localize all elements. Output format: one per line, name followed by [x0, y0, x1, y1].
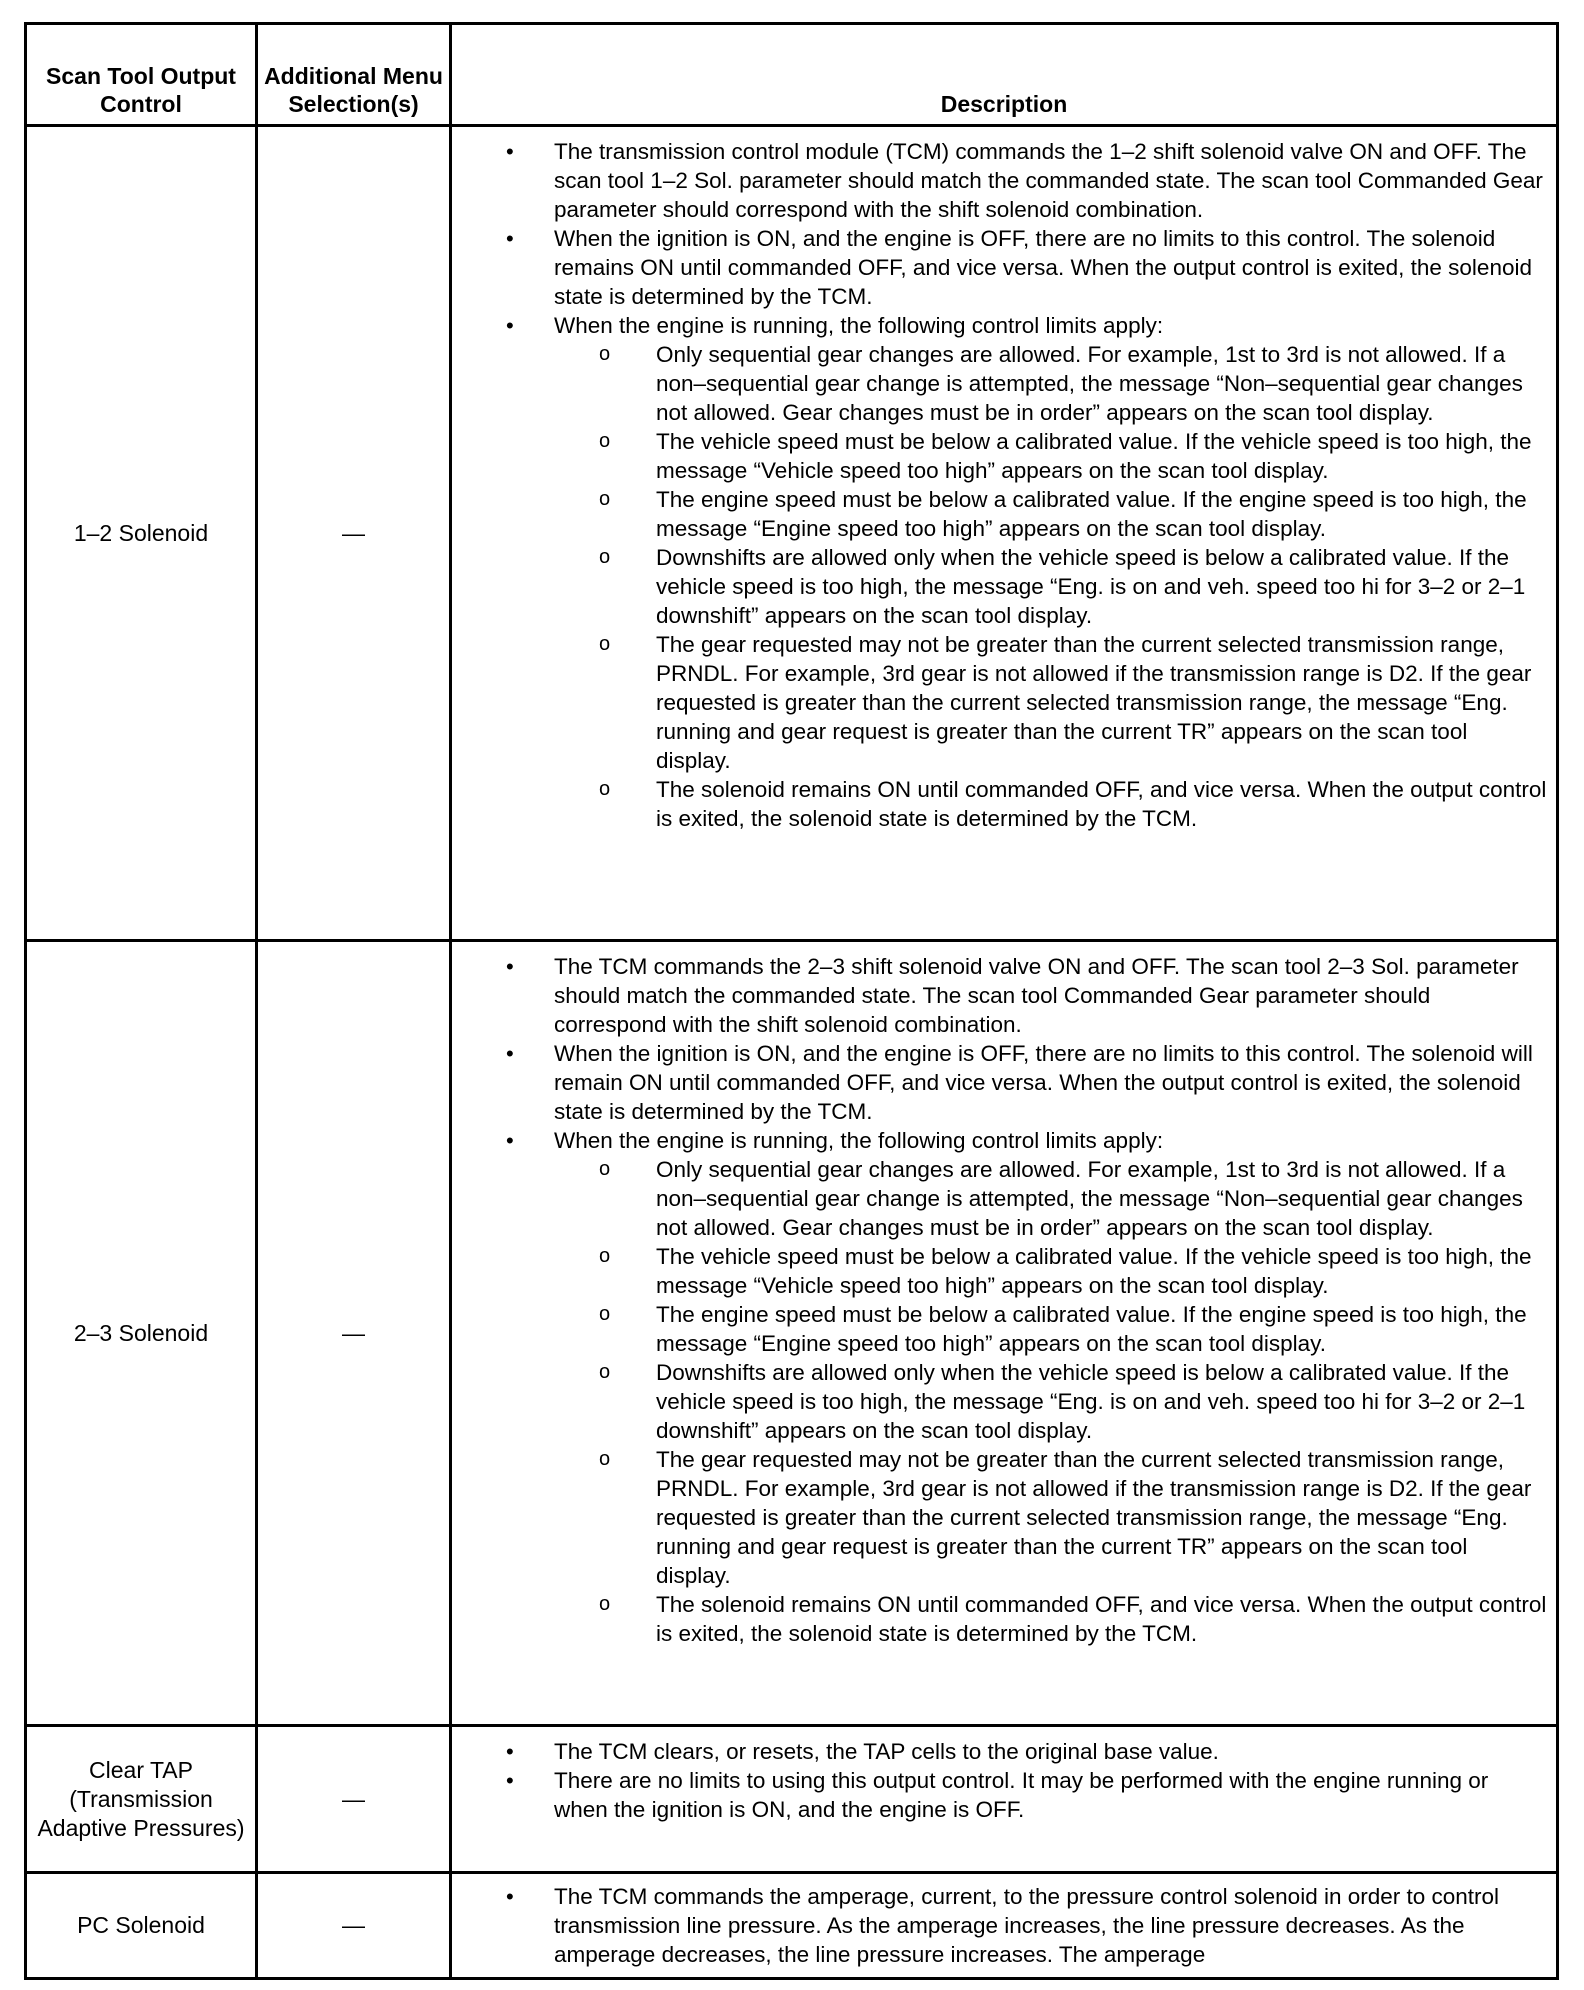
sub-bullet-item: o Downshifts are allowed only when the vehicle speed is below a calibrated value. If the vehicle speed is too high, the message “Eng. is on and veh. speed too hi for 3–2 or 2–1 downshift” appears on the scan tool display.	[453, 543, 1548, 630]
control-name: Clear TAP (Transmission Adaptive Pressures)	[26, 1726, 257, 1873]
bullet-item: • The TCM clears, or resets, the TAP cells to the original base value.	[452, 1737, 1548, 1766]
sub-bullet-item: o The vehicle speed must be below a calibrated value. If the vehicle speed is too high, the message “Vehicle speed too high” appears on the scan tool display.	[453, 427, 1548, 485]
bullet-item: • When the ignition is ON, and the engine is OFF, there are no limits to this control. The solenoid remains ON until commanded OFF, and vice versa. When the output control is exited, the solenoid state is determined by the TCM.	[452, 224, 1548, 311]
header-description: Description	[451, 24, 1558, 126]
bullet-text: When the engine is running, the following control limits apply:	[554, 313, 1164, 338]
bullet-list	[452, 1737, 1548, 1824]
sub-bullet-item: o Only sequential gear changes are allowed. For example, 1st to 3rd is not allowed. If a non–sequential gear change is attempted, the message “Non–sequential gear changes not allowed. Gear changes must be in order” appears on the scan tool display.	[453, 1155, 1548, 1242]
table-row	[26, 1873, 1558, 1979]
bullet-list	[452, 137, 1548, 833]
sub-bullet-item: o The gear requested may not be greater than the current selected transmission range, PRNDL. For example, 3rd gear is not allowed if the transmission range is D2. If the gear requested is greater than the current selected transmission range, the message “Eng. running and gear request is greater than the current TR” appears on the scan tool display.	[453, 1445, 1548, 1590]
description-cell	[451, 126, 1558, 941]
bullet-item: • The transmission control module (TCM) commands the 1–2 shift solenoid valve ON and OFF. The scan tool 1–2 Sol. parameter should match the commanded state. The scan tool Commanded Gear parameter should correspond with the shift solenoid combination.	[452, 137, 1548, 224]
sub-bullet-item: o The engine speed must be below a calibrated value. If the engine speed is too high, the message “Engine speed too high” appears on the scan tool display.	[453, 485, 1548, 543]
sub-bullet-item: o The solenoid remains ON until commanded OFF, and vice versa. When the output control is exited, the solenoid state is determined by the TCM.	[453, 1590, 1548, 1648]
table-header-row	[26, 24, 1558, 126]
menu-selection: —	[257, 126, 451, 941]
sub-bullet-list	[554, 1155, 1548, 1648]
control-name: 1–2 Solenoid	[26, 126, 257, 941]
description-cell	[451, 1726, 1558, 1873]
sub-bullet-item: o Only sequential gear changes are allowed. For example, 1st to 3rd is not allowed. If a non–sequential gear change is attempted, the message “Non–sequential gear changes not allowed. Gear changes must be in order” appears on the scan tool display.	[453, 340, 1548, 427]
bullet-list	[452, 1882, 1548, 1969]
bullet-text: When the engine is running, the following control limits apply:	[554, 1128, 1164, 1153]
header-additional-menu-selections: Additional Menu Selection(s)	[257, 24, 451, 126]
bullet-item: • The TCM commands the 2–3 shift solenoid valve ON and OFF. The scan tool 2–3 Sol. parameter should match the commanded state. The scan tool Commanded Gear parameter should correspond with the shift solenoid combination.	[452, 952, 1548, 1039]
sub-bullet-list	[554, 340, 1548, 833]
sub-bullet-item: o The solenoid remains ON until commanded OFF, and vice versa. When the output control is exited, the solenoid state is determined by the TCM.	[453, 775, 1548, 833]
menu-selection: —	[257, 1873, 451, 1979]
bullet-item: • The TCM commands the amperage, current, to the pressure control solenoid in order to control transmission line pressure. As the amperage increases, the line pressure decreases. As the amperage decreases, the line pressure increases. The amperage	[452, 1882, 1548, 1969]
sub-bullet-item: o Downshifts are allowed only when the vehicle speed is below a calibrated value. If the vehicle speed is too high, the message “Eng. is on and veh. speed too hi for 3–2 or 2–1 downshift” appears on the scan tool display.	[453, 1358, 1548, 1445]
description-cell	[451, 941, 1558, 1726]
control-name: 2–3 Solenoid	[26, 941, 257, 1726]
table-row	[26, 126, 1558, 941]
control-name: PC Solenoid	[26, 1873, 257, 1979]
sub-bullet-item: o The vehicle speed must be below a calibrated value. If the vehicle speed is too high, the message “Vehicle speed too high” appears on the scan tool display.	[453, 1242, 1548, 1300]
bullet-item	[452, 311, 1548, 833]
bullet-item: • When the ignition is ON, and the engine is OFF, there are no limits to this control. The solenoid will remain ON until commanded OFF, and vice versa. When the output control is exited, the solenoid state is determined by the TCM.	[452, 1039, 1548, 1126]
bullet-list	[452, 952, 1548, 1648]
bullet-item	[452, 1126, 1548, 1648]
table-row	[26, 1726, 1558, 1873]
menu-selection: —	[257, 941, 451, 1726]
bullet-item: • There are no limits to using this output control. It may be performed with the engine running or when the ignition is ON, and the engine is OFF.	[452, 1766, 1548, 1824]
menu-selection: —	[257, 1726, 451, 1873]
header-scan-tool-output-control: Scan Tool Output Control	[26, 24, 257, 126]
description-cell	[451, 1873, 1558, 1979]
sub-bullet-item: o The engine speed must be below a calibrated value. If the engine speed is too high, the message “Engine speed too high” appears on the scan tool display.	[453, 1300, 1548, 1358]
sub-bullet-item: o The gear requested may not be greater than the current selected transmission range, PRNDL. For example, 3rd gear is not allowed if the transmission range is D2. If the gear requested is greater than the current selected transmission range, the message “Eng. running and gear request is greater than the current TR” appears on the scan tool display.	[453, 630, 1548, 775]
table-row	[26, 941, 1558, 1726]
output-control-table	[24, 22, 1559, 1980]
